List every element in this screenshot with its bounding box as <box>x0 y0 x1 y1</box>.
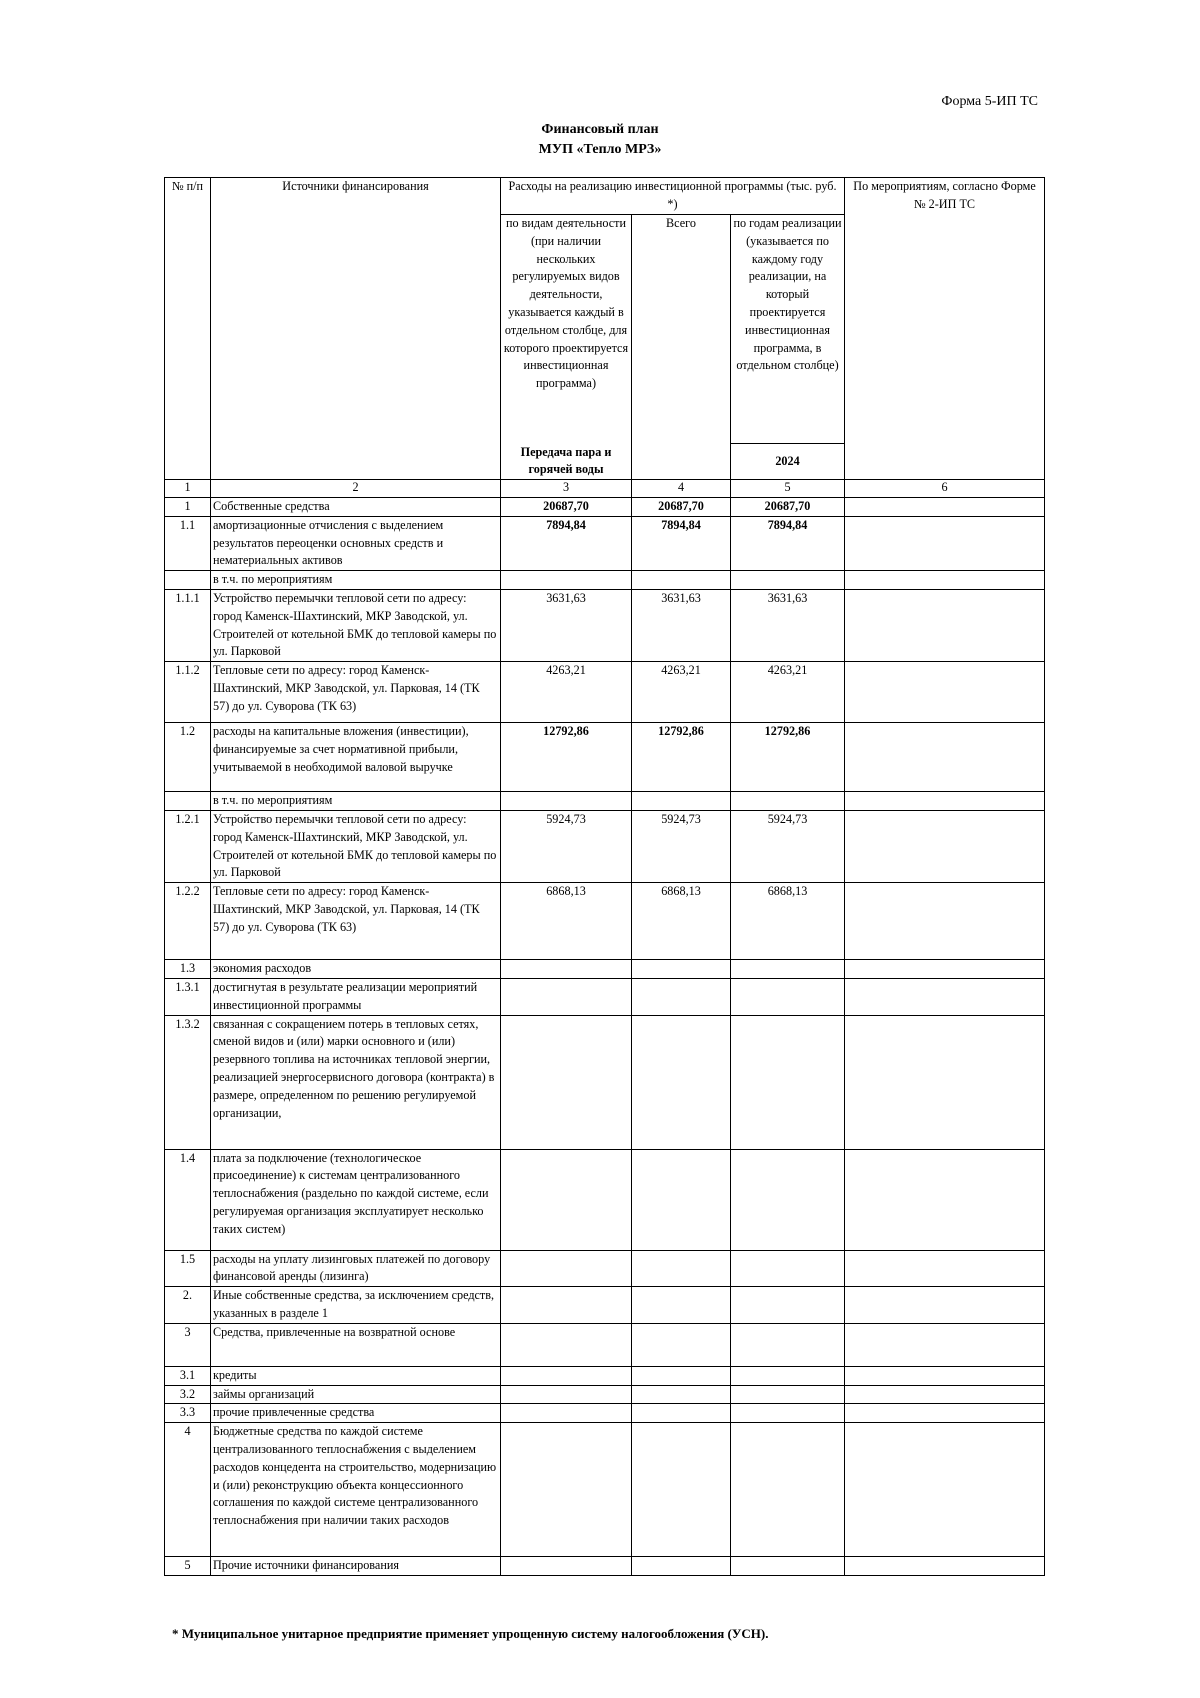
row-total-value <box>632 571 731 590</box>
row-activity-value: 3631,63 <box>501 590 632 662</box>
table-row <box>165 811 1045 883</box>
row-source-name: Устройство перемычки тепловой сети по адресу: город Каменск-Шахтинский, МКР Заводской, ул. Строителей от котельной БМК до тепловой камеры по ул. Парковой <box>211 590 501 662</box>
row-source-name: займы организаций <box>211 1385 501 1404</box>
row-total-value: 7894,84 <box>632 516 731 570</box>
row-activity-value <box>501 1366 632 1385</box>
row-year-value <box>731 1404 845 1423</box>
row-measures-value <box>845 498 1045 517</box>
row-year-value <box>731 1366 845 1385</box>
row-activity-value <box>501 792 632 811</box>
row-total-value <box>632 1404 731 1423</box>
document-title: Финансовый план <box>541 122 659 137</box>
row-total-value <box>632 1557 731 1576</box>
row-measures-value <box>845 662 1045 723</box>
row-number: 1.5 <box>165 1250 211 1287</box>
header-by-years: по годам реализации (указывается по каждому году реализации, на который проектируется инвестиционная программа, в отдельном столбце) <box>731 215 845 444</box>
row-number: 1.2.2 <box>165 883 211 960</box>
column-number: 2 <box>211 480 501 498</box>
row-measures-value <box>845 590 1045 662</box>
table-row <box>165 662 1045 723</box>
row-source-name: Иные собственные средства, за исключением средств, указанных в разделе 1 <box>211 1287 501 1324</box>
row-source-name: экономия расходов <box>211 960 501 979</box>
row-total-value: 12792,86 <box>632 723 731 792</box>
row-source-name: Прочие источники финансирования <box>211 1557 501 1576</box>
organization-name: МУП «Тепло МРЗ» <box>538 142 662 157</box>
row-measures-value <box>845 723 1045 792</box>
row-measures-value <box>845 1323 1045 1366</box>
header-total: Всего <box>632 215 731 480</box>
row-measures-value <box>845 883 1045 960</box>
row-activity-value: 4263,21 <box>501 662 632 723</box>
row-year-value <box>731 571 845 590</box>
table-row <box>165 571 1045 590</box>
header-num: № п/п <box>165 178 211 480</box>
row-activity-value: 5924,73 <box>501 811 632 883</box>
row-number: 1.3.2 <box>165 1015 211 1149</box>
table-row <box>165 1366 1045 1385</box>
row-year-value <box>731 960 845 979</box>
row-activity-value: 7894,84 <box>501 516 632 570</box>
row-source-name: в т.ч. по мероприятиям <box>211 571 501 590</box>
row-year-value: 6868,13 <box>731 883 845 960</box>
row-number: 3.3 <box>165 1404 211 1423</box>
header-expenses: Расходы на реализацию инвестиционной программы (тыс. руб. *) <box>501 178 845 215</box>
row-number: 1.1.2 <box>165 662 211 723</box>
row-year-value <box>731 1250 845 1287</box>
table-row <box>165 1015 1045 1149</box>
table-row <box>165 1250 1045 1287</box>
row-measures-value <box>845 1366 1045 1385</box>
row-number: 2. <box>165 1287 211 1324</box>
row-number: 1.2.1 <box>165 811 211 883</box>
row-measures-value <box>845 1385 1045 1404</box>
row-source-name: расходы на капитальные вложения (инвестиции), финансируемые за счет нормативной прибыли, учитываемой в необходимой валовой выручке <box>211 723 501 792</box>
financial-plan-table <box>164 177 1045 1576</box>
table-row <box>165 498 1045 517</box>
row-source-name: кредиты <box>211 1366 501 1385</box>
row-total-value: 6868,13 <box>632 883 731 960</box>
row-activity-value <box>501 1557 632 1576</box>
row-source-name: связанная с сокращением потерь в тепловых сетях, сменой видов и (или) марки основного и (или) резервного топлива на источниках тепловой энергии, реализацией энергосервисного договора (контракта) в размере, определенном по решению регулируемой организации, <box>211 1015 501 1149</box>
row-activity-value: 12792,86 <box>501 723 632 792</box>
row-total-value <box>632 1323 731 1366</box>
table-row <box>165 1557 1045 1576</box>
row-activity-value <box>501 571 632 590</box>
header-sources: Источники финансирования <box>211 178 501 480</box>
row-measures-value <box>845 960 1045 979</box>
row-measures-value <box>845 1287 1045 1324</box>
row-year-value: 20687,70 <box>731 498 845 517</box>
table-row <box>165 1287 1045 1324</box>
header-by-activity: по видам деятельности (при наличии нескольких регулируемых видов деятельности, указывается каждый в отдельном столбце, для которого проектируется инвестиционная программа) <box>501 215 632 444</box>
row-activity-value <box>501 1149 632 1250</box>
column-numbers-row <box>165 480 1045 498</box>
row-total-value <box>632 1366 731 1385</box>
row-total-value <box>632 1149 731 1250</box>
row-year-value: 12792,86 <box>731 723 845 792</box>
row-activity-value <box>501 1385 632 1404</box>
row-measures-value <box>845 979 1045 1016</box>
row-measures-value <box>845 792 1045 811</box>
row-source-name: Устройство перемычки тепловой сети по адресу: город Каменск-Шахтинский, МКР Заводской, ул. Строителей от котельной БМК до тепловой камеры по ул. Парковой <box>211 811 501 883</box>
row-number: 5 <box>165 1557 211 1576</box>
table-row <box>165 723 1045 792</box>
row-year-value <box>731 1323 845 1366</box>
row-measures-value <box>845 571 1045 590</box>
row-number: 3.2 <box>165 1385 211 1404</box>
row-total-value <box>632 979 731 1016</box>
row-source-name: Бюджетные средства по каждой системе централизованного теплоснабжения с выделением расходов концедента на строительство, модернизацию и (или) реконструкцию объекта концессионного соглашения по каждой системе централизованного теплоснабжения при наличии таких расходов <box>211 1423 501 1557</box>
row-total-value: 4263,21 <box>632 662 731 723</box>
row-year-value <box>731 1557 845 1576</box>
row-number: 1.3 <box>165 960 211 979</box>
column-number: 6 <box>845 480 1045 498</box>
row-source-name: расходы на уплату лизинговых платежей по договору финансовой аренды (лизинга) <box>211 1250 501 1287</box>
row-activity-value <box>501 1404 632 1423</box>
row-number: 1.4 <box>165 1149 211 1250</box>
row-activity-value: 20687,70 <box>501 498 632 517</box>
row-activity-value <box>501 1423 632 1557</box>
row-number: 1.1.1 <box>165 590 211 662</box>
row-source-name: Средства, привлеченные на возвратной основе <box>211 1323 501 1366</box>
row-number: 3 <box>165 1323 211 1366</box>
header-activity-name: Передача пара и горячей воды <box>501 444 632 480</box>
row-measures-value <box>845 1557 1045 1576</box>
column-number: 1 <box>165 480 211 498</box>
row-year-value <box>731 1423 845 1557</box>
table-row <box>165 979 1045 1016</box>
row-number: 3.1 <box>165 1366 211 1385</box>
row-number: 1 <box>165 498 211 517</box>
row-activity-value <box>501 1250 632 1287</box>
row-number: 4 <box>165 1423 211 1557</box>
table-row <box>165 960 1045 979</box>
table-row <box>165 1323 1045 1366</box>
row-source-name: Тепловые сети по адресу: город Каменск-Шахтинский, МКР Заводской, ул. Парковая, 14 (ТК 57) до ул. Суворова (ТК 63) <box>211 662 501 723</box>
row-year-value: 7894,84 <box>731 516 845 570</box>
row-number: 1.1 <box>165 516 211 570</box>
form-label: Форма 5-ИП ТС <box>941 94 1038 109</box>
row-year-value: 3631,63 <box>731 590 845 662</box>
row-total-value <box>632 1385 731 1404</box>
row-measures-value <box>845 1149 1045 1250</box>
row-total-value <box>632 792 731 811</box>
row-source-name: Собственные средства <box>211 498 501 517</box>
row-total-value <box>632 1287 731 1324</box>
column-number: 5 <box>731 480 845 498</box>
row-number <box>165 571 211 590</box>
row-source-name: прочие привлеченные средства <box>211 1404 501 1423</box>
row-number: 1.3.1 <box>165 979 211 1016</box>
row-year-value <box>731 1385 845 1404</box>
row-measures-value <box>845 1015 1045 1149</box>
row-total-value: 5924,73 <box>632 811 731 883</box>
row-measures-value <box>845 516 1045 570</box>
row-year-value <box>731 1287 845 1324</box>
table-row <box>165 792 1045 811</box>
table-row <box>165 1385 1045 1404</box>
row-year-value: 4263,21 <box>731 662 845 723</box>
row-source-name: в т.ч. по мероприятиям <box>211 792 501 811</box>
row-number: 1.2 <box>165 723 211 792</box>
row-activity-value <box>501 1287 632 1324</box>
row-year-value <box>731 792 845 811</box>
row-year-value <box>731 1149 845 1250</box>
row-total-value <box>632 1015 731 1149</box>
row-measures-value <box>845 811 1045 883</box>
row-measures-value <box>845 1404 1045 1423</box>
table-body <box>165 498 1045 1576</box>
table-row <box>165 1423 1045 1557</box>
table-row <box>165 590 1045 662</box>
row-activity-value <box>501 960 632 979</box>
table-row <box>165 516 1045 570</box>
row-source-name: амортизационные отчисления с выделением результатов переоценки основных средств и нематериальных активов <box>211 516 501 570</box>
table-row <box>165 883 1045 960</box>
row-total-value <box>632 1423 731 1557</box>
row-source-name: плата за подключение (технологическое присоединение) к системам централизованного теплоснабжения (раздельно по каждой системе, если регулируемая организация эксплуатирует несколько таких систем) <box>211 1149 501 1250</box>
row-source-name: Тепловые сети по адресу: город Каменск-Шахтинский, МКР Заводской, ул. Парковая, 14 (ТК 57) до ул. Суворова (ТК 63) <box>211 883 501 960</box>
row-year-value <box>731 1015 845 1149</box>
header-year: 2024 <box>731 444 845 480</box>
column-number: 4 <box>632 480 731 498</box>
row-activity-value: 6868,13 <box>501 883 632 960</box>
row-number <box>165 792 211 811</box>
row-activity-value <box>501 979 632 1016</box>
row-activity-value <box>501 1323 632 1366</box>
row-activity-value <box>501 1015 632 1149</box>
row-total-value <box>632 1250 731 1287</box>
row-total-value: 3631,63 <box>632 590 731 662</box>
row-total-value: 20687,70 <box>632 498 731 517</box>
column-number: 3 <box>501 480 632 498</box>
footnote: * Муниципальное унитарное предприятие применяет упрощенную систему налогообложения (УСН). <box>172 1626 769 1641</box>
row-measures-value <box>845 1250 1045 1287</box>
row-year-value: 5924,73 <box>731 811 845 883</box>
row-measures-value <box>845 1423 1045 1557</box>
row-year-value <box>731 979 845 1016</box>
row-total-value <box>632 960 731 979</box>
row-source-name: достигнутая в результате реализации мероприятий инвестиционной программы <box>211 979 501 1016</box>
header-by-measures: По мероприятиям, согласно Форме № 2-ИП ТС <box>845 178 1045 480</box>
table-row <box>165 1149 1045 1250</box>
table-row <box>165 1404 1045 1423</box>
